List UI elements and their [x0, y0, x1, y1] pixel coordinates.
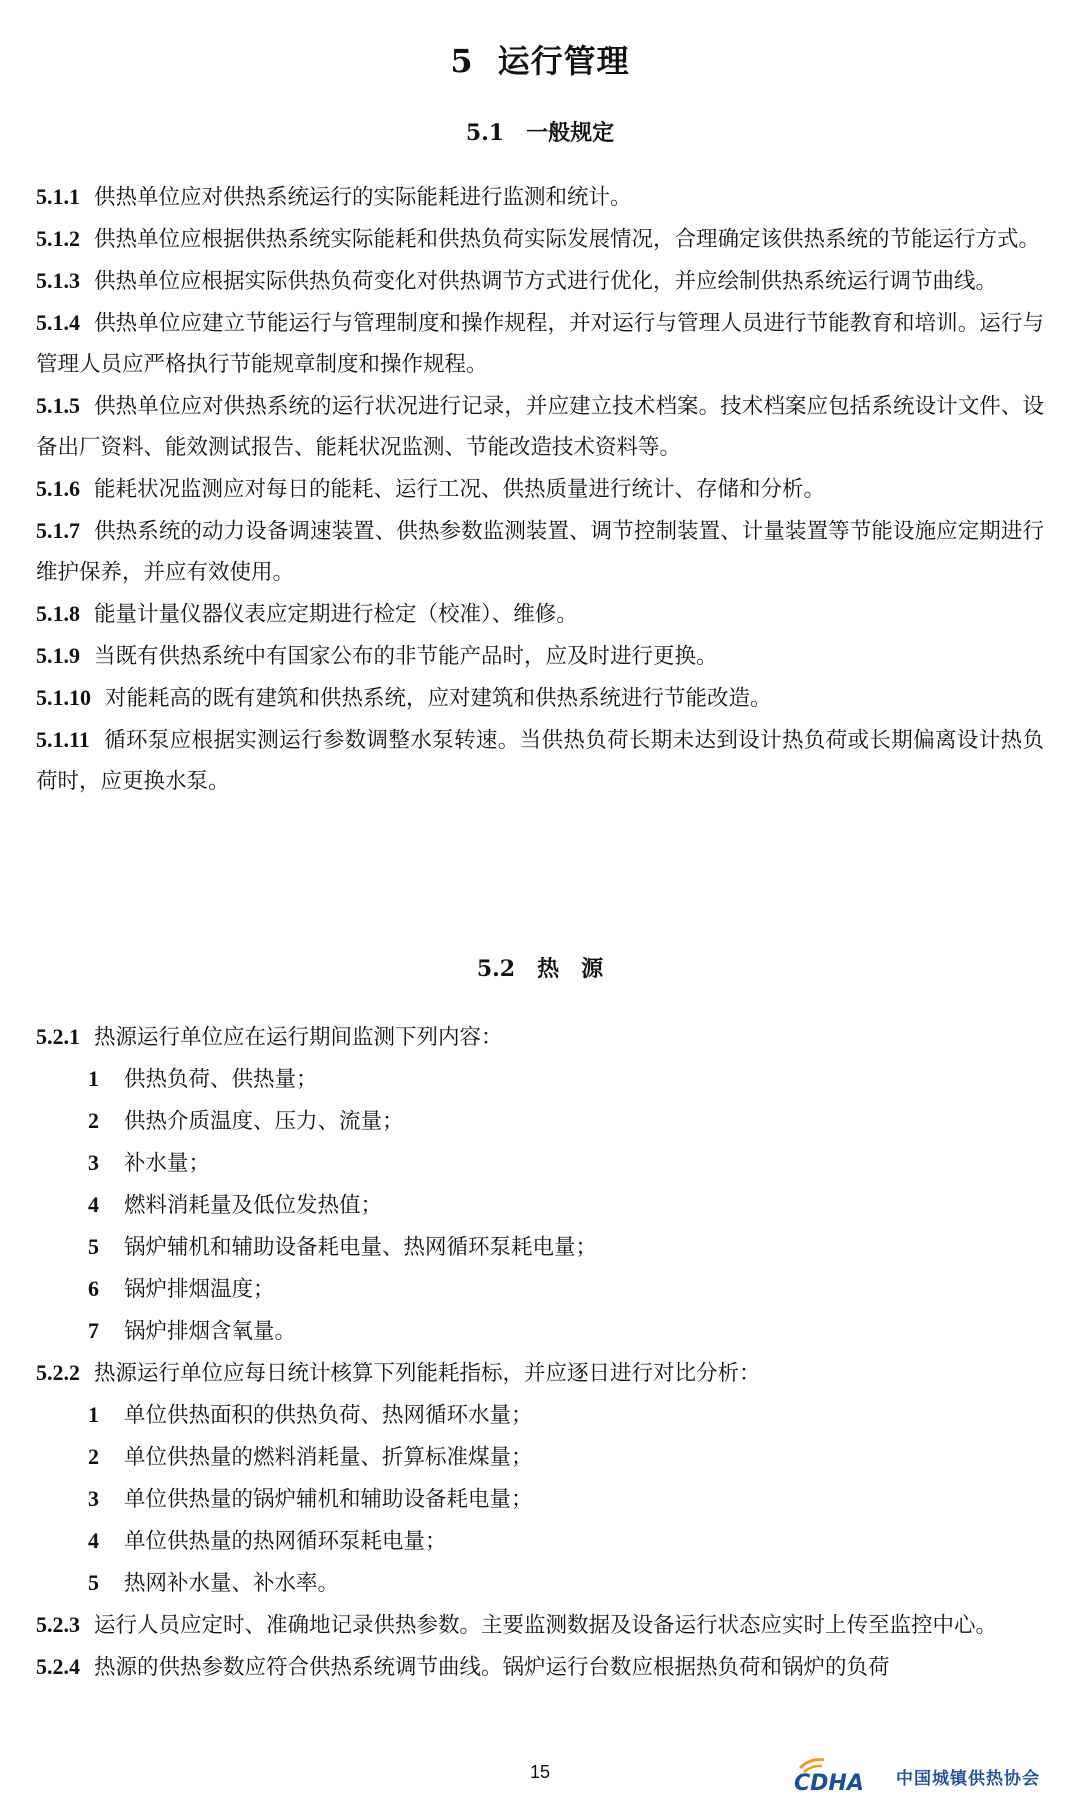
- clause-5-1-7: 5.1.7 供热系统的动力设备调速装置、供热参数监测装置、调节控制装置、计量装置等节能设施应定期进行维护保养，并应有效使用。: [36, 518, 1044, 585]
- list-item: 5 热网补水量、补水率。: [88, 1570, 340, 1596]
- list-item: 4 单位供热量的热网循环泵耗电量；: [88, 1528, 447, 1554]
- clause-5-1-1: 5.1.1 供热单位应对供热系统运行的实际能耗进行监测和统计。: [36, 184, 632, 210]
- clause-5-2-1: 5.2.1 热源运行单位应在运行期间监测下列内容：: [36, 1024, 503, 1050]
- chapter-title-text: 运行管理: [497, 42, 630, 80]
- clause-5-1-4: 5.1.4 供热单位应建立节能运行与管理制度和操作规程，并对运行与管理人员进行节能教育和培训。运行与管理人员应严格执行节能规章制度和操作规程。: [36, 310, 1044, 377]
- logo-text: 中国城镇供热协会: [896, 1768, 1040, 1789]
- clause-5-1-6: 5.1.6 能耗状况监测应对每日的能耗、运行工况、供热质量进行统计、存储和分析。: [36, 476, 826, 502]
- clause-5-1-9: 5.1.9 当既有供热系统中有国家公布的非节能产品时，应及时进行更换。: [36, 643, 718, 669]
- section-title-5-1: [0, 116, 1080, 147]
- logo-letters: CDHA: [794, 1771, 864, 1796]
- cdha-logo-icon: [790, 1756, 890, 1796]
- section-title-5-2: [0, 952, 1080, 983]
- page-number: 15: [529, 1762, 551, 1782]
- clause-5-1-10: 5.1.10 对能耗高的既有建筑和供热系统，应对建筑和供热系统进行节能改造。: [36, 685, 772, 711]
- chapter-number: 5: [450, 42, 474, 80]
- clause-5-2-3: 5.2.3 运行人员应定时、准确地记录供热参数。主要监测数据及设备运行状态应实时上传至监控中心。: [36, 1612, 998, 1638]
- section-5-2-clauses: [36, 1016, 1044, 1688]
- clause-5-1-2: 5.1.2 供热单位应根据供热系统实际能耗和供热负荷实际发展情况，合理确定该供热系统的节能运行方式。: [36, 226, 1041, 252]
- section-5-1-clauses: [36, 176, 1044, 802]
- clause-5-1-3: 5.1.3 供热单位应根据实际供热负荷变化对供热调节方式进行优化，并应绘制供热系统运行调节曲线。: [36, 268, 998, 294]
- section-title-text: 热 源: [537, 956, 604, 982]
- list-item: 1 单位供热面积的供热负荷、热网循环水量；: [88, 1402, 533, 1428]
- list-item: 7 锅炉排烟含氧量。: [88, 1318, 297, 1344]
- clause-5-2-4: 5.2.4 热源的供热参数应符合供热系统调节曲线。锅炉运行台数应根据热负荷和锅炉的负荷: [36, 1654, 890, 1680]
- list-item: 5 锅炉辅机和辅助设备耗电量、热网循环泵耗电量；: [88, 1234, 598, 1260]
- list-item: 2 供热介质温度、压力、流量；: [88, 1108, 404, 1134]
- section-number: 5.2: [476, 956, 516, 982]
- clause-5-1-11: 5.1.11 循环泵应根据实测运行参数调整水泵转速。当供热负荷长期未达到设计热负荷或长期偏离设计热负荷时，应更换水泵。: [36, 727, 1044, 794]
- section-number: 5.1: [465, 120, 505, 146]
- list-item: 3 单位供热量的锅炉辅机和辅助设备耗电量；: [88, 1486, 533, 1512]
- clause-5-2-2: 5.2.2 热源运行单位应每日统计核算下列能耗指标，并应逐日进行对比分析：: [36, 1360, 761, 1386]
- chapter-title: [0, 36, 1080, 82]
- list-item: 2 单位供热量的燃料消耗量、折算标准煤量；: [88, 1444, 533, 1470]
- clause-5-1-5: 5.1.5 供热单位应对供热系统的运行状况进行记录，并应建立技术档案。技术档案应包括系统设计文件、设备出厂资料、能效测试报告、能耗状况监测、节能改造技术资料等。: [36, 393, 1044, 460]
- list-item: 4 燃料消耗量及低位发热值；: [88, 1192, 383, 1218]
- list-item: 6 锅炉排烟温度；: [88, 1276, 275, 1302]
- list-item: 1 供热负荷、供热量；: [88, 1066, 318, 1092]
- list-item: 3 补水量；: [88, 1150, 211, 1176]
- section-title-text: 一般规定: [526, 120, 615, 146]
- association-logo: [790, 1754, 1070, 1798]
- clause-5-1-8: 5.1.8 能量计量仪器仪表应定期进行检定（校准）、维修。: [36, 601, 578, 627]
